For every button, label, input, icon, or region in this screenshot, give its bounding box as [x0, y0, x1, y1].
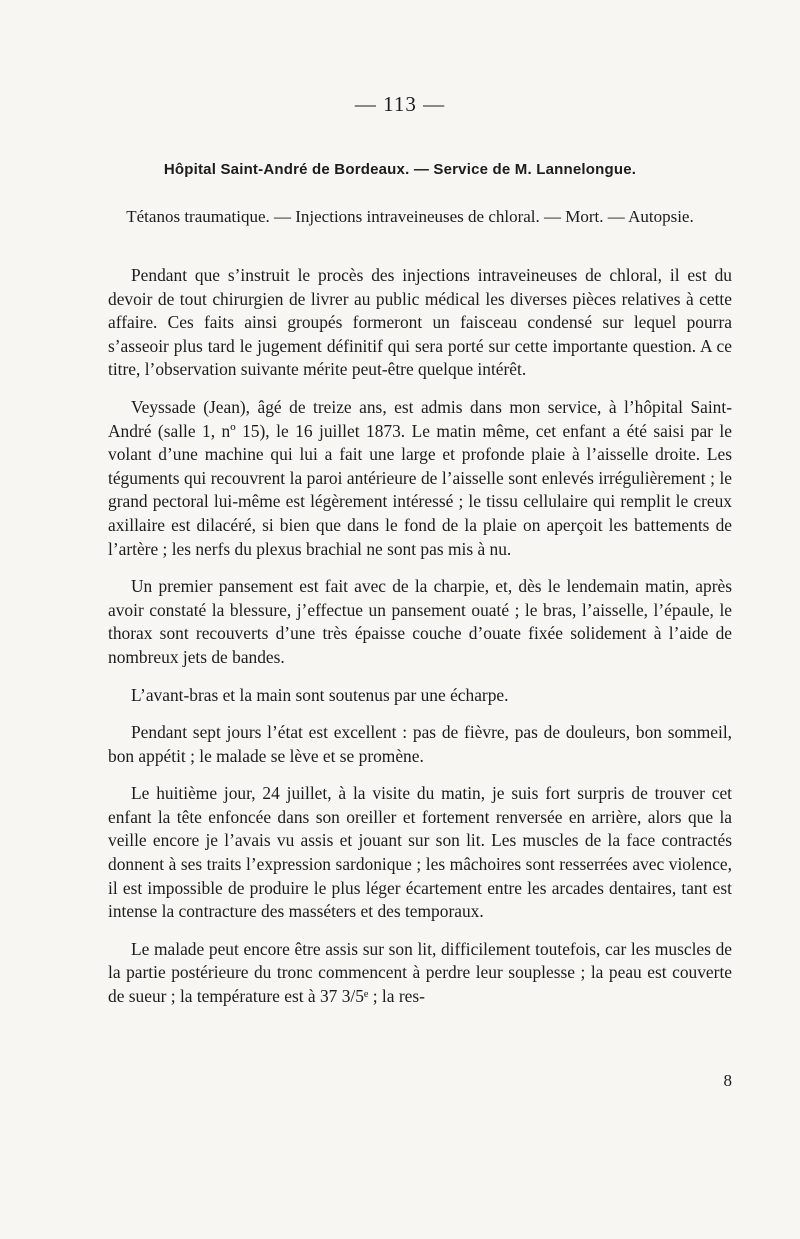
paragraph: Pendant sept jours l’état est excellent : pas de fièvre, pas de douleurs, bon sommeil, bon appétit ; le malade se lève et se promène. — [108, 722, 732, 766]
paragraph: L’avant-bras et la main sont soutenus par une écharpe. — [131, 684, 509, 705]
section-header: Hôpital Saint-André de Bordeaux. — Service de M. Lannelongue. — [163, 161, 637, 178]
paragraph: Un premier pansement est fait avec de la charpie, et, dès le lendemain matin, après avoir constaté la blessure, j’effectue un pansement ouaté ; le bras, l’aisselle, l’épaule, le thorax sont recouverts d’une très épaisse couche d’ouate fixée solidement à l’aide de nombreux jets de bandes. — [108, 576, 732, 667]
paragraph: Pendant que s’instruit le procès des injections intraveineuses de chloral, il est du devoir de tout chirurgien de livrer au public médical les diverses pièces relatives à cette affaire. Ces faits ainsi groupés formeront un faisceau condensé sur lequel pourra s’asseoir plus tard le jugement définitif qui sera porté sur cette importante question. A ce titre, l’observation suivante mérite peut-être quelque intérêt. — [108, 265, 732, 380]
page-number: — 113 — — [354, 92, 446, 116]
body-text — [108, 264, 732, 1023]
paragraph: Le huitième jour, 24 juillet, à la visite du matin, je suis fort surpris de trouver cet enfant la tête enfoncée dans son oreiller et fortement renversée en arrière, alors que la veille encore je l’avais vu assis et jouant sur son lit. Les muscles de la face contractés donnent à ses traits l’expression sardonique ; les mâchoires sont resserrées avec violence, il est impossible de produire le plus léger écartement entre les arcades dentaires, tant est intense la contracture des masséters et des temporaux. — [108, 783, 732, 922]
signature-mark: 8 — [723, 1071, 732, 1090]
case-title: Tétanos traumatique. — Injections intraveineuses de chloral. — Mort. — Autopsie. — [126, 207, 694, 226]
paragraph: Le malade peut encore être assis sur son lit, difficilement toutefois, car les muscles de la partie postérieure du tronc commencent à perdre leur souplesse ; la peau est couverte de sueur ; la température est à 37 3/5ᵉ ; la res- — [108, 938, 732, 1007]
paragraph: Veyssade (Jean), âgé de treize ans, est admis dans mon service, à l’hôpital Saint-André (salle 1, nº 15), le 16 juillet 1873. Le matin même, cet enfant a été saisi par le volant d’une machine qui lui a fait une large et profonde plaie à l’aisselle droite. Les téguments qui recouvrent la paroi antérieure de l’aisselle sont enlevés irrégulièrement ; le grand pectoral lui-même est légèrement intéressé ; le tissu cellulaire qui remplit le creux axillaire est dilacéré, si bien que dans le fond de la plaie on aperçoit les battements de l’artère ; les nerfs du plexus brachial ne sont pas mis à nu. — [108, 396, 732, 559]
